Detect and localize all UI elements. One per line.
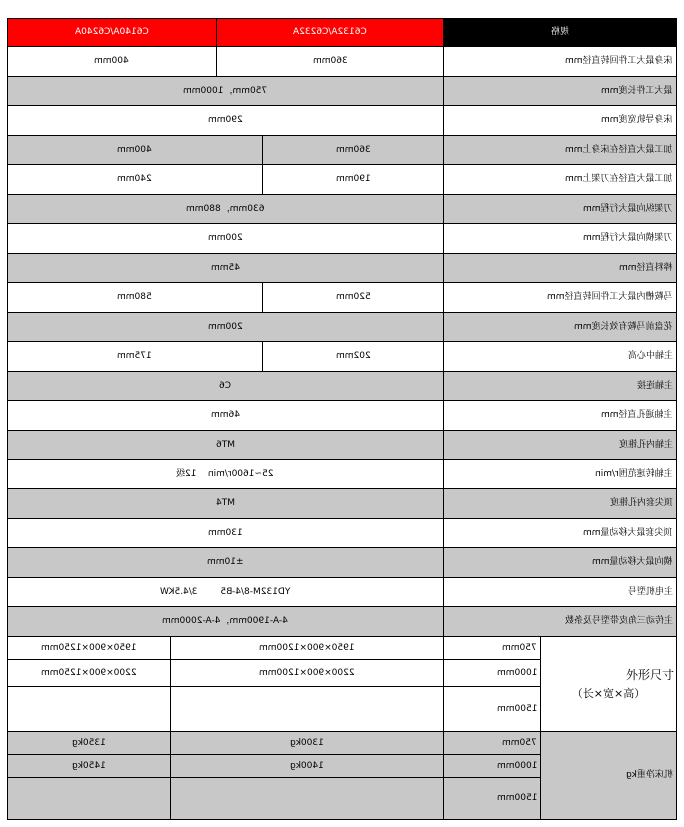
gap-swing-a-text: 520mm [335, 292, 371, 303]
dim-1000-length [444, 660, 541, 687]
max-length-label-text: 最大工件长度mm [601, 85, 673, 96]
spindle-taper-label [444, 431, 677, 460]
cross-offset-value [7, 548, 444, 578]
dim-1000-b [7, 660, 171, 687]
dim-750-a-text: 1950×900×1200mm [259, 642, 355, 653]
belt-label-text: 主传动三角皮带型号及条数 [564, 616, 673, 627]
max-dia-carriage-b-text: 240mm [117, 174, 152, 185]
spindle-bore-value-text: 46mm [210, 410, 240, 421]
guide-width-value [7, 106, 444, 136]
bar-dia-value [7, 254, 444, 283]
weight-1000-a-text: 1400kg [290, 760, 324, 771]
speed-range-value [7, 460, 444, 489]
long-travel-value [7, 195, 444, 224]
tailstock-travel-value [7, 519, 444, 548]
cross-travel-value [7, 224, 444, 254]
weight-750-a [171, 732, 444, 755]
tailstock-travel-label [444, 519, 677, 548]
max-swing-a [217, 47, 444, 77]
tailstock-taper-label [444, 489, 677, 519]
gap-swing-label-text: 马鞍槽内最大工件回转直径mm [547, 292, 673, 303]
dim-1500-b [7, 687, 171, 732]
weight-750-b [7, 732, 171, 755]
speed-range-label [444, 460, 677, 489]
weight-750-length-text: 750mm [502, 737, 537, 748]
weight-label: 机床净重kg [626, 770, 673, 781]
long-travel-label-text: 刀架纵向最大行程mm [583, 203, 673, 214]
dimensions-label-cell [541, 637, 677, 732]
header-spec-text: 规格 [550, 26, 569, 37]
dim-1500-length [444, 687, 541, 732]
spindle-nose-value-text: C6 [218, 380, 231, 391]
dim-750-length-text: 750mm [502, 642, 537, 653]
tailstock-taper-value-text: MT4 [215, 498, 235, 509]
bar-dia-label-text: 棒料直径mm [619, 262, 673, 273]
dim-1000-a [171, 660, 444, 687]
center-height-a-text: 202mm [335, 351, 371, 362]
gap-swing-label [444, 283, 677, 313]
center-height-b-text: 175mm [117, 351, 152, 362]
max-dia-bed-b [7, 136, 263, 165]
max-length-value-text: 750mm，1000mm [182, 85, 268, 96]
dim-750-length [444, 637, 541, 660]
gap-swing-a [263, 283, 444, 313]
max-swing-a-text: 360mm [312, 56, 348, 67]
header-spec [444, 18, 677, 47]
max-dia-carriage-label-text: 加工最大直径在刀架上mm [565, 174, 673, 185]
cross-travel-value-text: 200mm [207, 233, 243, 244]
weight-1000-a [171, 755, 444, 778]
bar-dia-label [444, 254, 677, 283]
spindle-taper-value-text: MT6 [215, 439, 235, 450]
motor-value [7, 578, 444, 607]
cross-offset-label-text: 横向最大移动量mm [592, 557, 673, 568]
weight-750-a-text: 1300kg [290, 737, 324, 748]
belt-value [7, 607, 444, 637]
center-height-a [263, 342, 444, 372]
guide-width-value-text: 290mm [207, 115, 243, 126]
dim-1000-a-text: 2200×900×1200mm [259, 667, 355, 678]
long-travel-label [444, 195, 677, 224]
dim-1500-a [171, 687, 444, 732]
long-travel-value-text: 630mm，880mm [185, 203, 265, 214]
spec-table [7, 18, 677, 820]
center-height-label [444, 342, 677, 372]
weight-1000-b [7, 755, 171, 778]
gap-length-value [7, 313, 444, 342]
dimensions-label: 外形尺寸 [625, 668, 674, 683]
spindle-taper-value [7, 431, 444, 460]
dim-750-b-text: 1950×900×1250mm [40, 642, 137, 653]
motor-label-text: 主电机型号 [627, 586, 673, 597]
spindle-nose-label-text: 主轴连接 [636, 380, 673, 391]
max-dia-carriage-label [444, 165, 677, 195]
weight-1500-length-text: 1500mm [496, 793, 537, 804]
tailstock-taper-label-text: 顶尖套内孔锥度 [609, 498, 673, 509]
guide-width-label [444, 106, 677, 136]
center-height-label-text: 主轴中心高 [627, 351, 673, 362]
dimensions-sublabel: （长×宽×高） [571, 686, 646, 700]
header-model-a-text: C6132A/C6232A [293, 26, 367, 37]
tailstock-taper-value [7, 489, 444, 519]
max-swing-label [444, 47, 677, 77]
gap-length-label-text: 花盘前马鞍有效长度mm [574, 321, 673, 332]
spindle-bore-label-text: 主轴通孔直径mm [601, 410, 673, 421]
dim-750-b [7, 637, 171, 660]
dim-1000-b-text: 2200×900×1250mm [40, 667, 137, 678]
max-swing-label-text: 床身最大工件回转直径mm [565, 56, 673, 67]
weight-750-b-text: 1350kg [71, 737, 106, 748]
cross-offset-label [444, 548, 677, 578]
gap-swing-b [7, 283, 263, 313]
weight-1000-b-text: 1450kg [71, 760, 106, 771]
speed-range-label-text: 主轴转速范围r/min [595, 468, 673, 479]
max-length-value [7, 77, 444, 106]
max-swing-b [7, 47, 217, 77]
max-dia-carriage-a [263, 165, 444, 195]
header-model-a [217, 18, 444, 47]
max-dia-bed-label-text: 加工最大直径在床身上mm [565, 144, 673, 155]
weight-1000-length [444, 755, 541, 778]
cross-travel-label-text: 刀架横向最大行程mm [583, 233, 673, 244]
bar-dia-value-text: 45mm [210, 262, 240, 273]
spindle-bore-label [444, 401, 677, 431]
max-dia-bed-a-text: 360mm [335, 144, 371, 155]
gap-length-label [444, 313, 677, 342]
header-model-b [7, 18, 217, 47]
spindle-taper-label-text: 主轴内孔锥度 [618, 439, 673, 450]
tailstock-travel-label-text: 顶尖套最大移动量mm [583, 527, 673, 538]
weight-750-length [444, 732, 541, 755]
cross-offset-value-text: ±10mm [206, 557, 244, 568]
weight-1500-b [7, 778, 171, 820]
max-dia-carriage-b [7, 165, 263, 195]
max-dia-carriage-a-text: 190mm [335, 174, 371, 185]
speed-range-value-text: 25~1600r/min 12级 [176, 468, 274, 479]
gap-swing-b-text: 580mm [117, 292, 152, 303]
weight-1000-length-text: 1000mm [496, 760, 537, 771]
gap-length-value-text: 200mm [207, 321, 243, 332]
motor-value-text: YD132M-8/4-B5 3/4.5KW [159, 586, 291, 597]
cross-travel-label [444, 224, 677, 254]
spindle-bore-value [7, 401, 444, 431]
max-dia-bed-b-text: 400mm [117, 144, 152, 155]
weight-label-cell [541, 732, 677, 820]
spindle-nose-value [7, 372, 444, 401]
max-length-label [444, 77, 677, 106]
dim-1000-length-text: 1000mm [496, 667, 537, 678]
max-dia-bed-a [263, 136, 444, 165]
dim-1500-length-text: 1500mm [496, 703, 537, 714]
belt-label [444, 607, 677, 637]
header-model-b-text: C6140A/C6240A [74, 26, 149, 37]
dim-750-a [171, 637, 444, 660]
center-height-b [7, 342, 263, 372]
belt-value-text: 4-A-1900mm，4-A-2000mm [162, 616, 288, 627]
weight-1500-a [171, 778, 444, 820]
max-dia-bed-label [444, 136, 677, 165]
motor-label [444, 578, 677, 607]
tailstock-travel-value-text: 130mm [207, 527, 243, 538]
guide-width-label-text: 床身导轨宽度mm [601, 115, 673, 126]
spindle-nose-label [444, 372, 677, 401]
weight-1500-length [444, 778, 541, 820]
max-swing-b-text: 400mm [94, 56, 129, 67]
